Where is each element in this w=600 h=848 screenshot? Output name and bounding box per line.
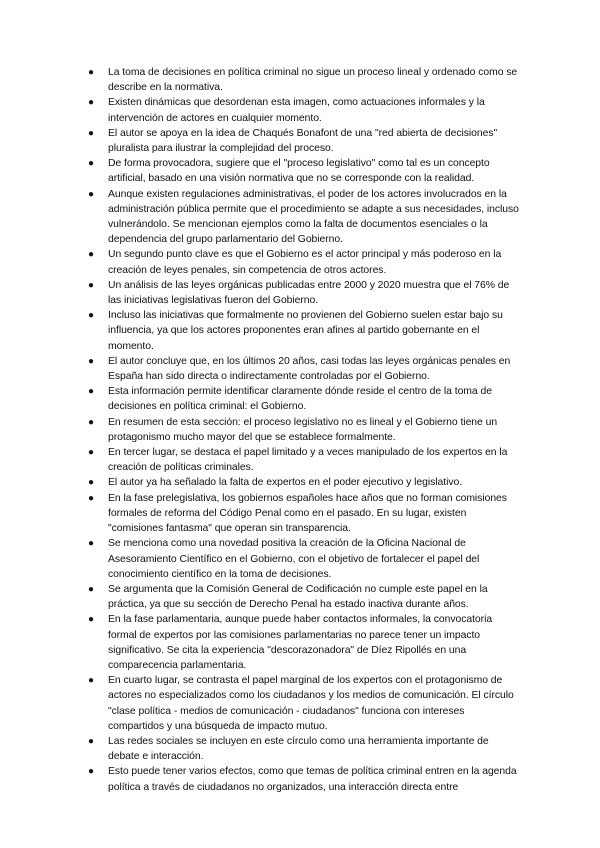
bullet-icon: ● [88, 279, 94, 291]
list-item [88, 247, 520, 277]
list-item [88, 308, 520, 354]
list-item-text: Un segundo punto clave es que el Gobierno es el actor principal y más poderoso en la creación de leyes penales, sin competencia de otros actores. [108, 249, 502, 276]
list-item [88, 536, 520, 582]
list-item [88, 354, 520, 384]
list-item [88, 415, 520, 445]
bullet-icon: ● [88, 447, 94, 459]
bullet-icon: ● [88, 386, 94, 398]
list-item-text: Existen dinámicas que desordenan esta imagen, como actuaciones informales y la intervención de actores en cualquier momento. [108, 97, 485, 124]
bullet-list [88, 65, 520, 795]
bullet-icon: ● [88, 67, 94, 78]
list-item-text: En tercer lugar, se destaca el papel limitado y a veces manipulado de los expertos en la creación de políticas criminales. [108, 447, 508, 474]
list-item [88, 764, 520, 794]
bullet-icon: ● [88, 355, 94, 367]
bullet-icon: ● [88, 538, 94, 550]
list-item-text: En la fase prelegislativa, los gobiernos españoles hace años que no forman comisiones formales de reforma del Código Penal como en el pasado. En su lugar, existen "comisiones fantasma" que operan sin transparencia. [108, 492, 507, 535]
bullet-icon: ● [88, 477, 94, 489]
list-item-text: Se menciona como una novedad positiva la creación de la Oficina Nacional de Asesoramiento Científico en el Gobierno, con el objetivo de fortalecer el papel del conocimiento científico en la toma de decisiones. [108, 538, 480, 580]
bullet-icon: ● [88, 416, 94, 428]
list-item [88, 65, 520, 95]
list-item [88, 126, 520, 156]
list-item-text: El autor concluye que, en los últimos 20 años, casi todas las leyes orgánicas penales en España han sido directa o indirectamente controladas por el Gobierno. [108, 355, 511, 383]
list-item [88, 582, 520, 612]
list-item-text: Se argumenta que la Comisión General de Codificación no cumple este papel en la práctica, ya que su sección de Derecho Penal ha estado inactiva durante años. [108, 583, 488, 611]
bullet-icon: ● [88, 127, 94, 139]
list-item-text: De forma provocadora, sugiere que el "proceso legislativo" como tal es un concepto artificial, basado en una visión normativa que no se corresponde con la realidad. [108, 158, 490, 185]
bullet-icon: ● [88, 735, 94, 747]
bullet-icon: ● [88, 310, 94, 322]
bullet-icon: ● [88, 766, 94, 778]
list-item-text: En cuarto lugar, se contrasta el papel marginal de los expertos con el protagonismo de actores no especializados como los ciudadanos y los medios de comunicación. El círculo "clase política - medios de comunicación - ciudadanos" funciona con intereses compartidos y una búsqueda de impacto mutuo. [108, 675, 514, 732]
bullet-icon: ● [88, 158, 94, 170]
list-item-text: Un análisis de las leyes orgánicas publicadas entre 2000 y 2020 muestra que el 76% de las iniciativas legislativas fueron del Gobierno. [108, 279, 510, 307]
list-item [88, 278, 520, 308]
list-item-text: Incluso las iniciativas que formalmente no provienen del Gobierno suelen estar bajo su influencia, ya que los actores proponentes eran afines al partido gobernante en el momento. [108, 310, 503, 352]
list-item-text: El autor se apoya en la idea de Chaqués Bonafont de una "red abierta de decisiones" pluralista para ilustrar la complejidad del proceso. [108, 127, 498, 155]
bullet-icon: ● [88, 675, 94, 687]
list-item [88, 384, 520, 414]
list-item [88, 673, 520, 734]
bullet-icon: ● [88, 614, 94, 626]
list-item [88, 734, 520, 764]
list-item [88, 475, 520, 490]
list-item-text: Esta información permite identificar claramente dónde reside el centro de la toma de decisiones en política criminal: el Gobierno. [108, 386, 492, 413]
list-item [88, 445, 520, 475]
list-item-text: Las redes sociales se incluyen en este círculo como una herramienta importante de debate e interacción. [108, 735, 489, 763]
list-item [88, 156, 520, 186]
list-item-text: La toma de decisiones en política criminal no sigue un proceso lineal y ordenado como se describe en la normativa. [108, 67, 518, 94]
list-item-text: Aunque existen regulaciones administrativas, el poder de los actores involucrados en la administración pública permite que el procedimiento se adapte a sus necesidades, incluso vulnerándolo. Se mencionan ejemplos como la falta de documentos esenciales o la dependencia del grupo parlamentario del Gobierno. [108, 188, 519, 246]
bullet-icon: ● [88, 188, 94, 200]
list-item [88, 95, 520, 125]
list-item [88, 612, 520, 673]
bullet-icon: ● [88, 583, 94, 595]
list-item-text: Esto puede tener varios efectos, como que temas de política criminal entren en la agenda política a través de ciudadanos no organizados, una interacción directa entre [108, 766, 517, 793]
list-item-text: El autor ya ha señalado la falta de expertos en el poder ejecutivo y legislativo. [108, 477, 463, 489]
bullet-icon: ● [88, 97, 94, 109]
bullet-icon: ● [88, 249, 94, 261]
list-item [88, 187, 520, 248]
list-item-text: En resumen de esta sección: el proceso legislativo no es lineal y el Gobierno tiene un protagonismo mucho mayor del que se establece formalmente. [108, 416, 498, 443]
bullet-icon: ● [88, 492, 94, 504]
list-item-text: En la fase parlamentaria, aunque puede haber contactos informales, la convocatoria formal de expertos por las comisiones parlamentarias no parece tener un impacto significativo. Se cita la experiencia "descorazonadora" de Díez Ripollés en una comparecencia parlamentaria. [108, 614, 493, 671]
list-item [88, 491, 520, 537]
